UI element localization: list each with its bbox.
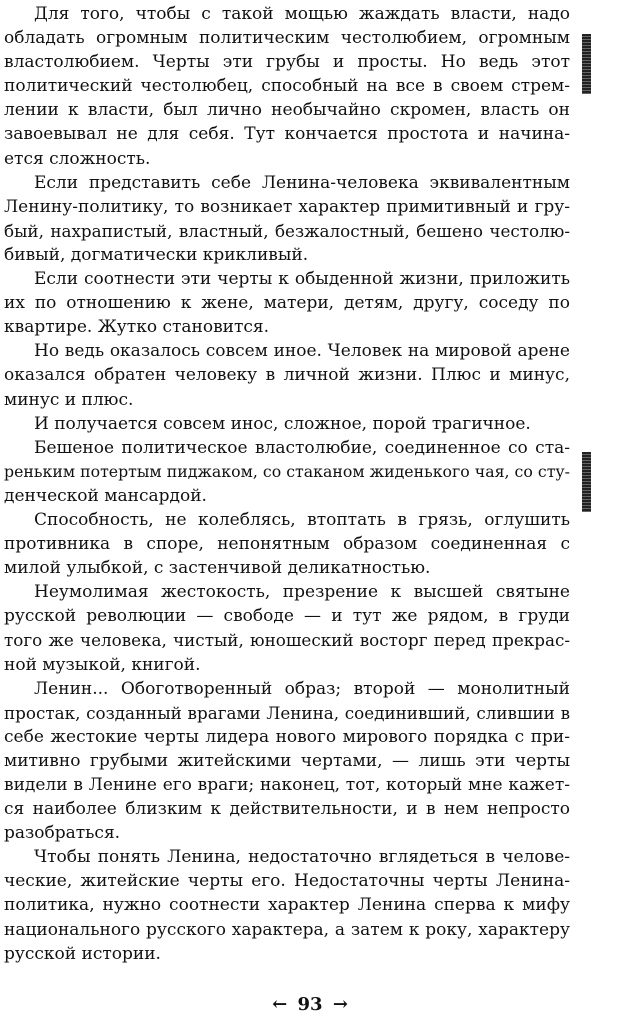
text-line: видели в Ленине его враги; наконец, тот, который мне кажет- [4,775,570,795]
text-line: политика, нужно соотнести характер Ленина сперва к мифу [4,895,570,916]
page-text-block [4,2,570,966]
text-line: Если соотнести эти черты к обыденной жизни, приложить [34,269,570,290]
text-line: реньким потертым пиджаком, со стаканом жиденького чая, со сту- [4,461,570,481]
text-line: простак, созданный врагами Ленина, соединивший, слившии в [4,702,570,723]
text-line: Способность, не колеблясь, втоптать в грязь, оглушить [34,509,570,530]
left-arrow-icon: ← [272,994,288,1015]
text-line: противника в споре, непонятным образом соединенная с [4,534,570,555]
text-line: митивно грубыми житейскими чертами, — лишь эти черты [4,750,570,771]
text-line: минус и плюс. [4,389,134,410]
text-line: их по отношению к жене, матери, детям, другу, соседу по [4,293,570,314]
text-line: Если представить себе Ленина-человека эквивалентным [34,172,570,193]
text-line: бый, нахрапистый, властный, безжалостный, бешено честолю- [4,220,570,241]
text-line: квартире. Жутко становится. [4,317,270,338]
margin-bar-mark [582,452,591,512]
page-number: 93 [297,994,323,1015]
text-line: ной музыкой, книгой. [4,654,201,675]
text-line: завоевывал не для себя. Тут кончается простота и начина- [4,124,570,145]
text-line: милой улыбкой, с застенчивой деликатностью. [4,558,431,579]
text-line: себе жестокие черты лидера нового мирового порядка с при- [4,726,570,747]
text-line: властолюбием. Черты эти грубы и просты. Но ведь этот [4,52,570,73]
text-line: Ленину-политику, то возникает характер примитивный и гру- [4,196,570,217]
text-line: разобраться. [4,823,121,844]
margin-bar-mark [582,34,591,94]
text-line: ется сложность. [4,148,151,169]
text-line: Для того, чтобы с такой мощью жаждать власти, надо [34,4,570,24]
text-line: Бешеное политическое властолюбие, соединенное со ста- [34,437,570,458]
text-line: Но ведь оказалось совсем иное. Человек на мировой арене [34,341,570,362]
text-line: И получается совсем инос, сложное, порой трагичное. [34,413,531,434]
text-line: обладать огромным политическим честолюбием, огромным [4,28,570,49]
text-line: ся наиболее близким к действительности, и в нем непросто [4,799,570,820]
text-line: политический честолюбец, способный на все в своем стрем- [4,76,570,97]
text-line: русской истории. [4,943,161,964]
right-arrow-icon: → [332,994,348,1015]
text-line: национального русского характера, а затем к року, характеру [4,919,570,940]
text-line: ческие, житейские черты его. Недостаточны черты Ленина- [4,871,570,892]
text-line: Неумолимая жестокость, презрение к высшей святыне [34,582,570,603]
text-line: оказался обратен человеку в личной жизни. Плюс и минус, [4,365,570,386]
text-line: Чтобы понять Ленина, недостаточно вглядеться в челове- [34,847,570,868]
text-line: бивый, догматически крикливый. [4,244,309,265]
page-footer [0,994,620,1016]
text-line: Ленин... Обоготворенный образ; второй — монолитный [34,678,570,699]
text-line: того же человека, чистый, юношеский восторг перед прекрас- [4,630,570,651]
text-line: русской революции — свободе — и тут же рядом, в груди [4,606,570,627]
text-line: денческой мансардой. [4,485,207,506]
text-line: лении к власти, был лично необычайно скромен, власть он [4,100,570,121]
